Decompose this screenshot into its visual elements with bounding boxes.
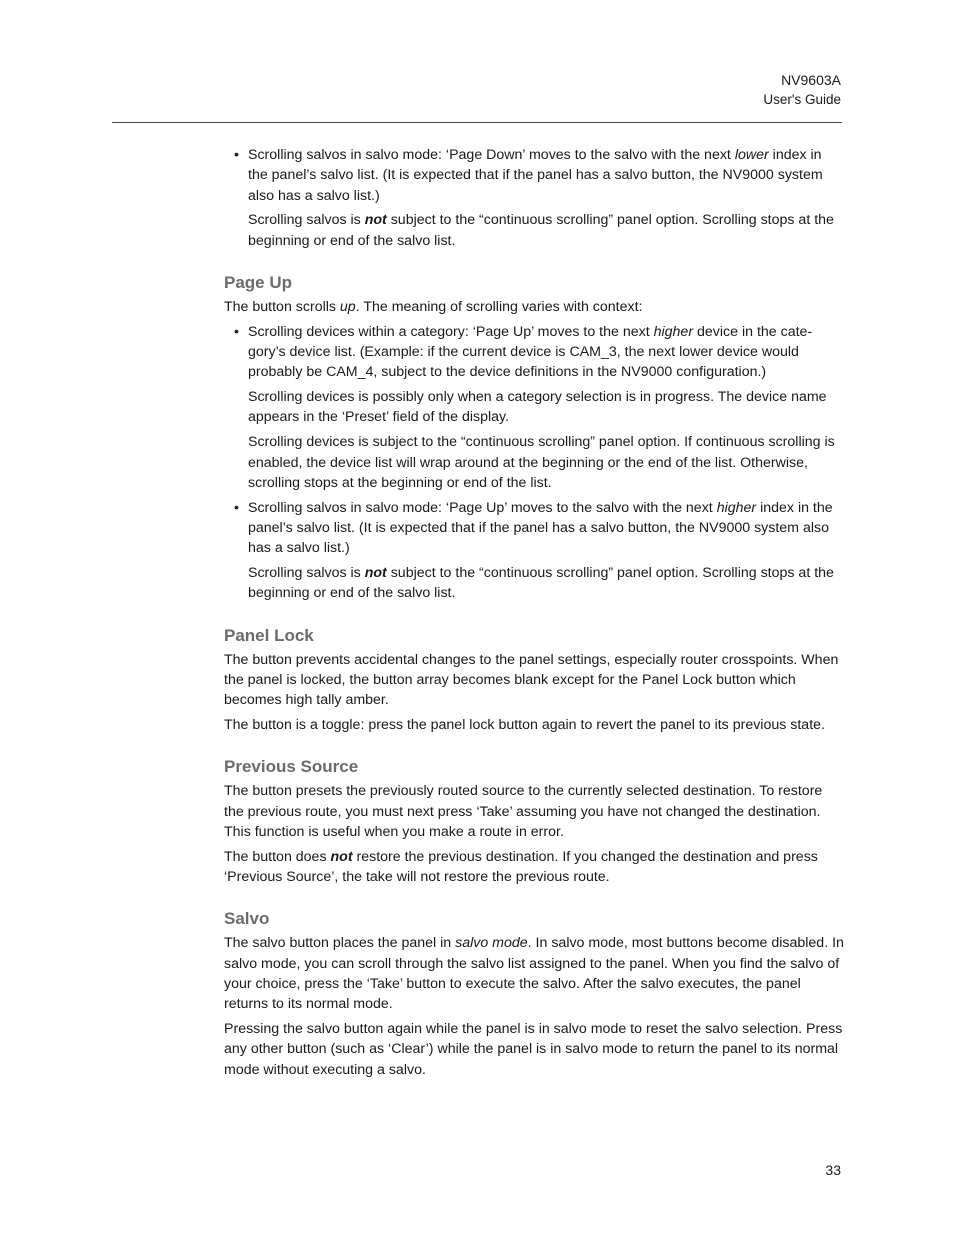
text-run: Scrolling salvos in salvo mode: ‘Page Down’ moves to the salvo with the next <box>248 147 735 163</box>
list-item <box>224 322 844 383</box>
paragraph <box>224 933 844 1014</box>
text-run: Scrolling salvos in salvo mode: ‘Page Up’ moves to the salvo with the next <box>248 499 717 516</box>
text-run: device in the category’s device list. (Example: if the current device is CAM_3, the next lower device would probably be CAM_4, subject to the device definitions in the NV9000 configuration.) <box>248 323 813 381</box>
bullet-icon: • <box>234 499 239 516</box>
bullet-icon: • <box>234 323 239 340</box>
text-run: The salvo button places the panel in <box>224 935 456 952</box>
text-run: The button scrolls <box>224 298 340 315</box>
list-note: Scrolling devices is subject to the “continuous scrolling” panel option. If continuous scrolling is enabled, the device list will wrap around at the beginning or the end of the list. Otherwise, scrolling stops at the beginning or end of the list. <box>248 434 835 491</box>
section-heading-previous-source: Previous Source <box>224 757 359 777</box>
text-run: The button does <box>224 848 331 865</box>
section-heading-panel-lock: Panel Lock <box>224 625 314 645</box>
text-run: . In salvo mode, most buttons become disabled. In salvo mode, you can scroll through the salvo list assigned to the panel. When you find the salvo of your choice, press the ‘Take’ button to execute the salvo. After the salvo executes, the panel returns to its normal mode. <box>224 935 844 1013</box>
paragraph: The button is a toggle: press the panel lock button again to revert the panel to its previous state. <box>224 717 825 734</box>
list-note: Scrolling devices is possibly only when a category selection is in progress. The device name appears in the ‘Preset’ field of the display. <box>248 389 827 426</box>
text-run: Scrolling salvos is <box>248 212 365 229</box>
page-header <box>763 70 841 110</box>
text-run: index in the panel’s salvo list. (It is expected that if the panel has a salvo button, the NV9000 system also has a salvo list.) <box>248 499 833 557</box>
text-run: subject to the “continuous scrolling” panel option. Scrolling stops at the beginning or end of the salvo list. <box>248 212 834 249</box>
list-item <box>224 145 844 206</box>
list-note <box>224 210 844 251</box>
strong-emphasis: not <box>364 212 387 229</box>
emphasis: lower <box>734 147 769 163</box>
paragraph: The button prevents accidental changes to the panel settings, especially router crosspoints. When the panel is locked, the button array becomes blank except for the Panel Lock button which becomes high tally amber. <box>224 651 839 709</box>
bullet-icon: • <box>234 147 239 163</box>
text-run: Scrolling devices within a category: ‘Page Up’ moves to the next <box>248 323 654 340</box>
paragraph: Pressing the salvo button again while the panel is in salvo mode to reset the salvo selection. Press any other button (such as ‘Clear’) while the panel is in salvo mode to return the panel to its normal mode without executing a salvo. <box>224 1021 843 1078</box>
text-run: Scrolling salvos is <box>248 565 365 582</box>
strong-emphasis: not <box>330 848 353 865</box>
text-run: subject to the “continuous scrolling” panel option. Scrolling stops at the beginning or end of the salvo list. <box>248 565 834 602</box>
list-note <box>224 563 844 604</box>
strong-emphasis: not <box>364 565 387 582</box>
emphasis: salvo mode <box>455 935 528 952</box>
section-heading-salvo: Salvo <box>224 909 270 929</box>
paragraph <box>224 297 844 317</box>
text-run: . The meaning of scrolling varies with context: <box>355 298 643 315</box>
emphasis: up <box>339 298 356 315</box>
page-number: 33 <box>825 1162 841 1178</box>
header-rule <box>112 122 842 123</box>
section-heading-page-up: Page Up <box>224 272 293 292</box>
page-body <box>224 145 844 1084</box>
text-run: restore the previous destination. If you changed the destination and press ‘Previous Source’, the take will not restore the previous route. <box>224 848 818 886</box>
emphasis: higher <box>716 499 757 516</box>
text-run: index in the panel’s salvo list. (It is expected that if the panel has a salvo button, the NV9000 system also has a salvo list.) <box>248 147 823 204</box>
paragraph: The button presets the previously routed source to the currently selected destination. To restore the previous route, you must next press ‘Take’ assuming you have not changed the destination. This function is useful when you make a route in error. <box>224 783 823 840</box>
document-id: NV9603A <box>781 72 841 88</box>
emphasis: higher <box>653 323 694 340</box>
paragraph <box>224 847 844 888</box>
list-item <box>224 498 844 559</box>
document-type: User's Guide <box>763 92 841 107</box>
